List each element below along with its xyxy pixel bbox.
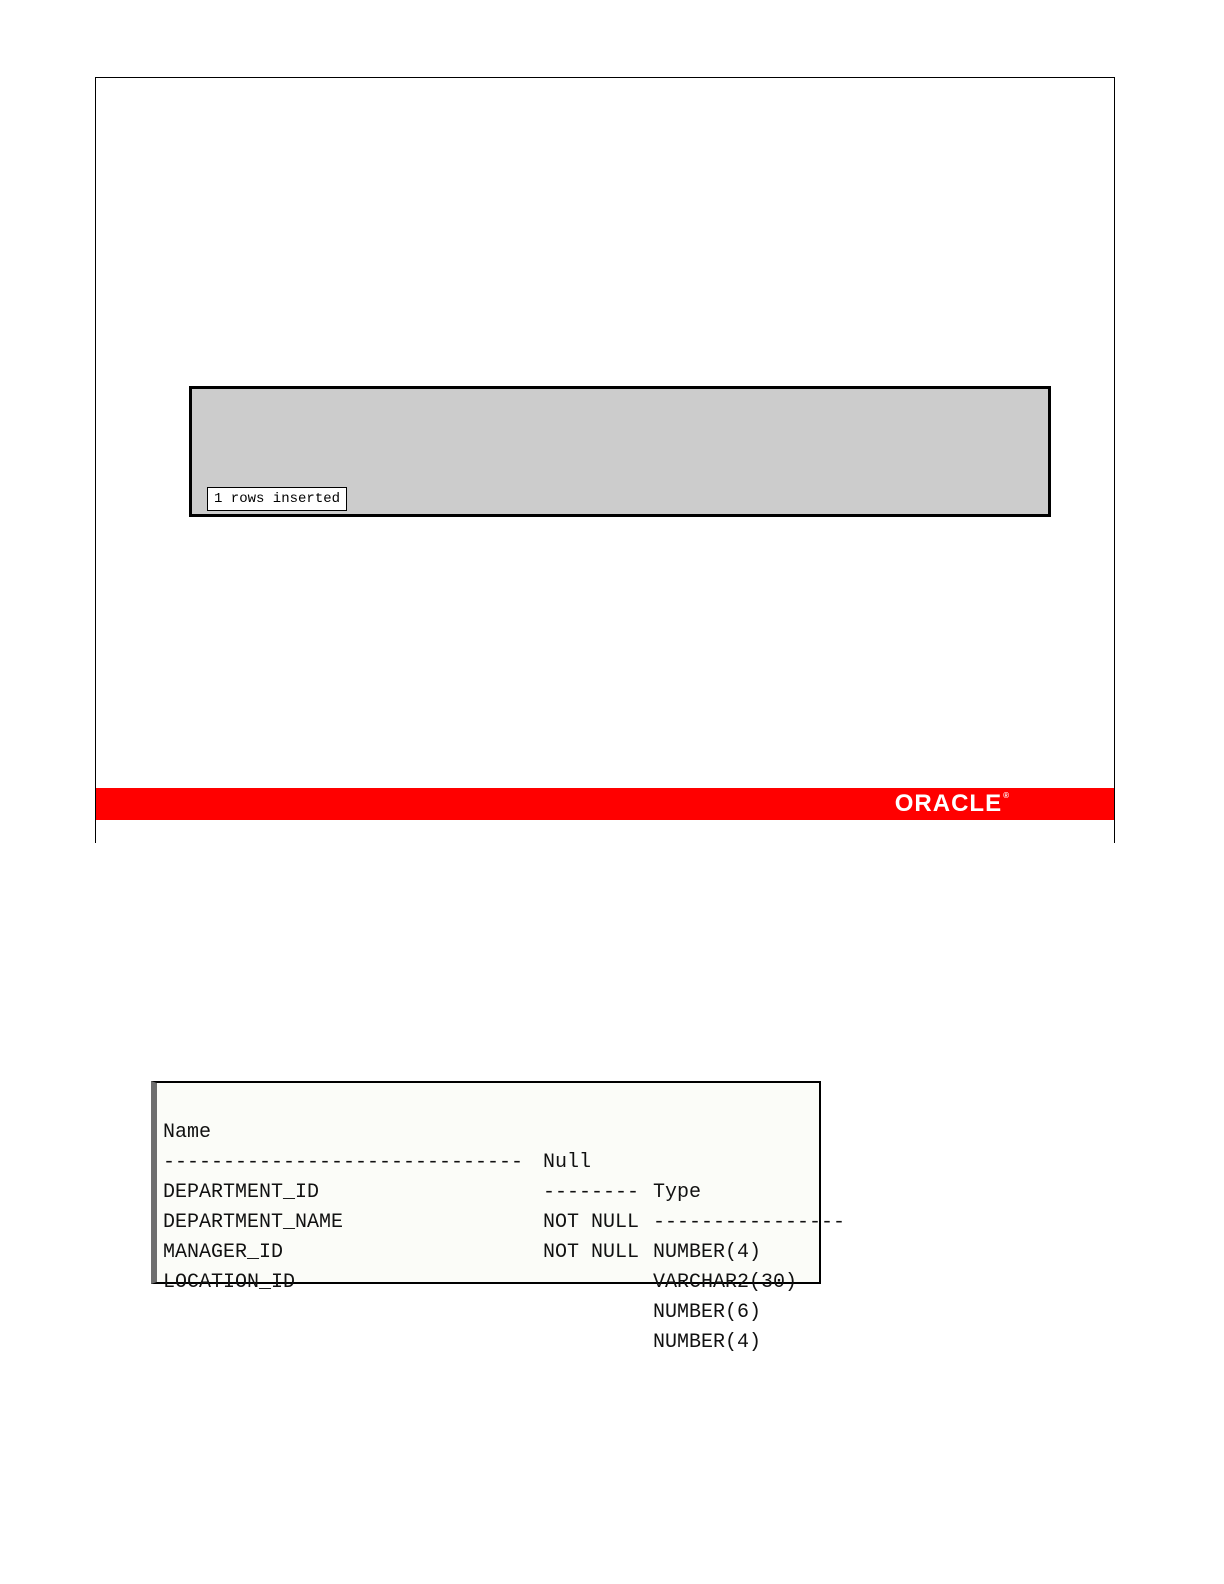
column-header-null: Null — [543, 1151, 592, 1174]
script-output-panel — [189, 386, 1051, 517]
rows-inserted-status: 1 rows inserted — [207, 487, 347, 511]
row-name: MANAGER_ID — [163, 1241, 284, 1264]
row-null: NOT NULL — [543, 1211, 640, 1234]
row-type: NUMBER(4) — [653, 1241, 762, 1264]
row-type: NUMBER(6) — [653, 1301, 762, 1324]
column-header-name: Name — [163, 1121, 212, 1144]
row-null: NOT NULL — [543, 1241, 640, 1264]
row-type: NUMBER(4) — [653, 1331, 762, 1354]
describe-output-panel — [151, 1081, 846, 1354]
oracle-logo — [895, 790, 1010, 818]
slide-frame — [95, 77, 1115, 843]
column-header-type: Type — [653, 1181, 702, 1204]
row-type: VARCHAR2(30) — [653, 1271, 798, 1294]
row-name: DEPARTMENT_NAME — [163, 1211, 344, 1234]
row-name: LOCATION_ID — [163, 1271, 296, 1294]
describe-table — [163, 1088, 846, 1354]
separator-null: -------- — [543, 1181, 640, 1204]
registered-mark: ® — [1003, 791, 1010, 800]
separator-type: ---------------- — [653, 1211, 846, 1234]
row-name: DEPARTMENT_ID — [163, 1181, 320, 1204]
footer-bar — [96, 788, 1114, 820]
separator-name: ------------------------------ — [163, 1151, 524, 1174]
oracle-logo-text: ORACLE — [894, 790, 1003, 817]
